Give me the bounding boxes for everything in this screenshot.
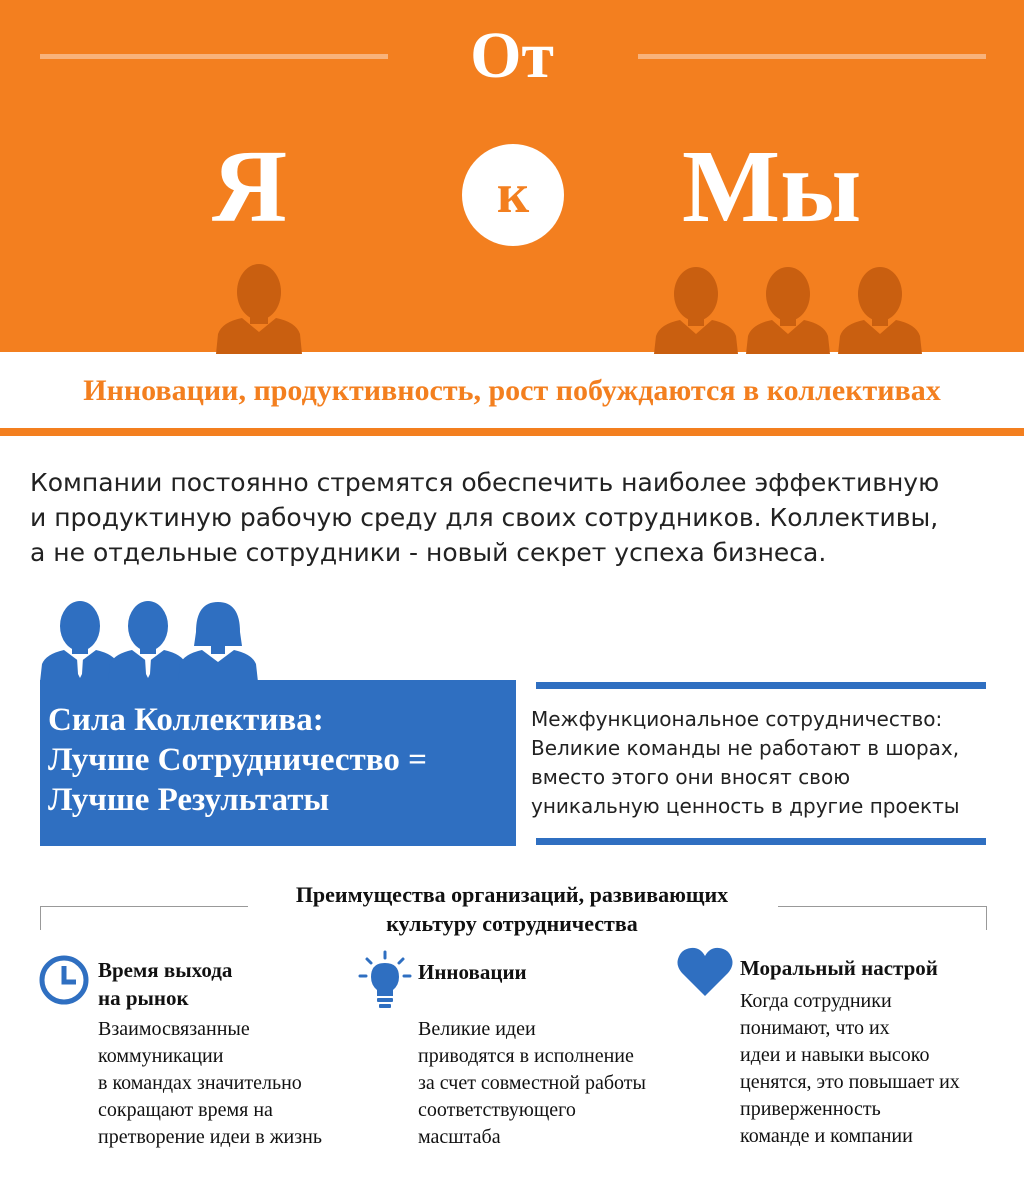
innovation-heading <box>418 958 527 986</box>
group-person-1 <box>654 267 738 354</box>
time-to-market-heading <box>98 956 232 1012</box>
collaboration-line: уникальную ценность в другие проекты <box>531 794 960 818</box>
team-power-line: Лучше Сотрудничество = <box>48 742 427 778</box>
group-person-3 <box>838 267 922 354</box>
header-we-word: Мы <box>682 129 862 244</box>
benefits-right-tick <box>986 906 987 930</box>
collaboration-top-rule <box>536 682 986 689</box>
text-line: в командах значительно <box>98 1072 302 1094</box>
heading-line: Время выхода <box>98 958 233 982</box>
benefits-right-rule <box>778 906 986 907</box>
heading-line: на рынок <box>98 986 189 1010</box>
group-people-icon <box>654 266 924 354</box>
header-to-circle <box>462 144 564 246</box>
subtitle-underline <box>0 428 1024 436</box>
subtitle-headline: Инновации, продуктивность, рост побуждаются в коллективах <box>83 374 941 407</box>
header-to-word: к <box>496 163 530 225</box>
benefits-left-rule <box>40 906 248 907</box>
text-line: приверженность <box>740 1098 881 1120</box>
text-line: за счет совместной работы <box>418 1072 646 1094</box>
intro-line: Компании постоянно стремятся обеспечить наиболее эффективную <box>30 468 940 497</box>
collaboration-line: вместо этого они вносят свою <box>531 765 851 789</box>
heart-icon <box>676 946 734 998</box>
benefits-title <box>250 880 774 938</box>
text-line: приводятся в исполнение <box>418 1045 634 1067</box>
time-to-market-text <box>98 1016 322 1151</box>
clock-icon <box>38 954 90 1006</box>
heading-line: Инновации <box>418 960 527 984</box>
intro-paragraph <box>30 465 1010 570</box>
team-power-line: Лучше Результаты <box>48 782 330 818</box>
morale-text <box>740 988 960 1150</box>
header-me-word: Я <box>212 129 288 244</box>
heading-line: Моральный настрой <box>740 956 938 980</box>
benefits-title-line: Преимущества организаций, развивающих <box>295 882 729 907</box>
team-person-3 <box>178 602 258 682</box>
text-line: Великие идеи <box>418 1018 536 1040</box>
text-line: масштаба <box>418 1126 501 1148</box>
collaboration-line: Межфункциональное сотрудничество: <box>531 707 943 731</box>
lightbulb-icon <box>358 950 412 1010</box>
text-line: Когда сотрудники <box>740 990 892 1012</box>
intro-line: и продуктиную рабочую среду для своих сотрудников. Коллективы, <box>30 503 939 532</box>
collaboration-line: Великие команды не работают в шорах, <box>531 736 960 760</box>
benefits-title-line: культуру сотрудничества <box>386 911 638 936</box>
text-line: сокращают время на <box>98 1099 273 1121</box>
team-power-title <box>48 700 508 820</box>
intro-line: а не отдельные сотрудники - новый секрет успеха бизнеса. <box>30 538 827 567</box>
text-line: понимают, что их <box>740 1017 890 1039</box>
team-person-1 <box>40 601 120 682</box>
team-power-line: Сила Коллектива: <box>48 702 324 738</box>
collaboration-bottom-rule <box>536 838 986 845</box>
text-line: коммуникации <box>98 1045 224 1067</box>
header-from-word: От <box>470 19 554 92</box>
single-person-icon <box>212 262 306 354</box>
innovation-text <box>418 1016 646 1151</box>
text-line: идеи и навыки высоко <box>740 1044 930 1066</box>
team-people-icon <box>40 600 260 682</box>
morale-heading <box>740 954 938 982</box>
collaboration-text <box>531 705 1011 821</box>
text-line: команде и компании <box>740 1125 913 1147</box>
text-line: претворение идеи в жизнь <box>98 1126 322 1148</box>
group-person-2 <box>746 267 830 354</box>
benefits-left-tick <box>40 906 41 930</box>
text-line: соответствующего <box>418 1099 576 1121</box>
text-line: ценятся, это повышает их <box>740 1071 960 1093</box>
team-person-2 <box>108 601 188 682</box>
text-line: Взаимосвязанные <box>98 1018 250 1040</box>
